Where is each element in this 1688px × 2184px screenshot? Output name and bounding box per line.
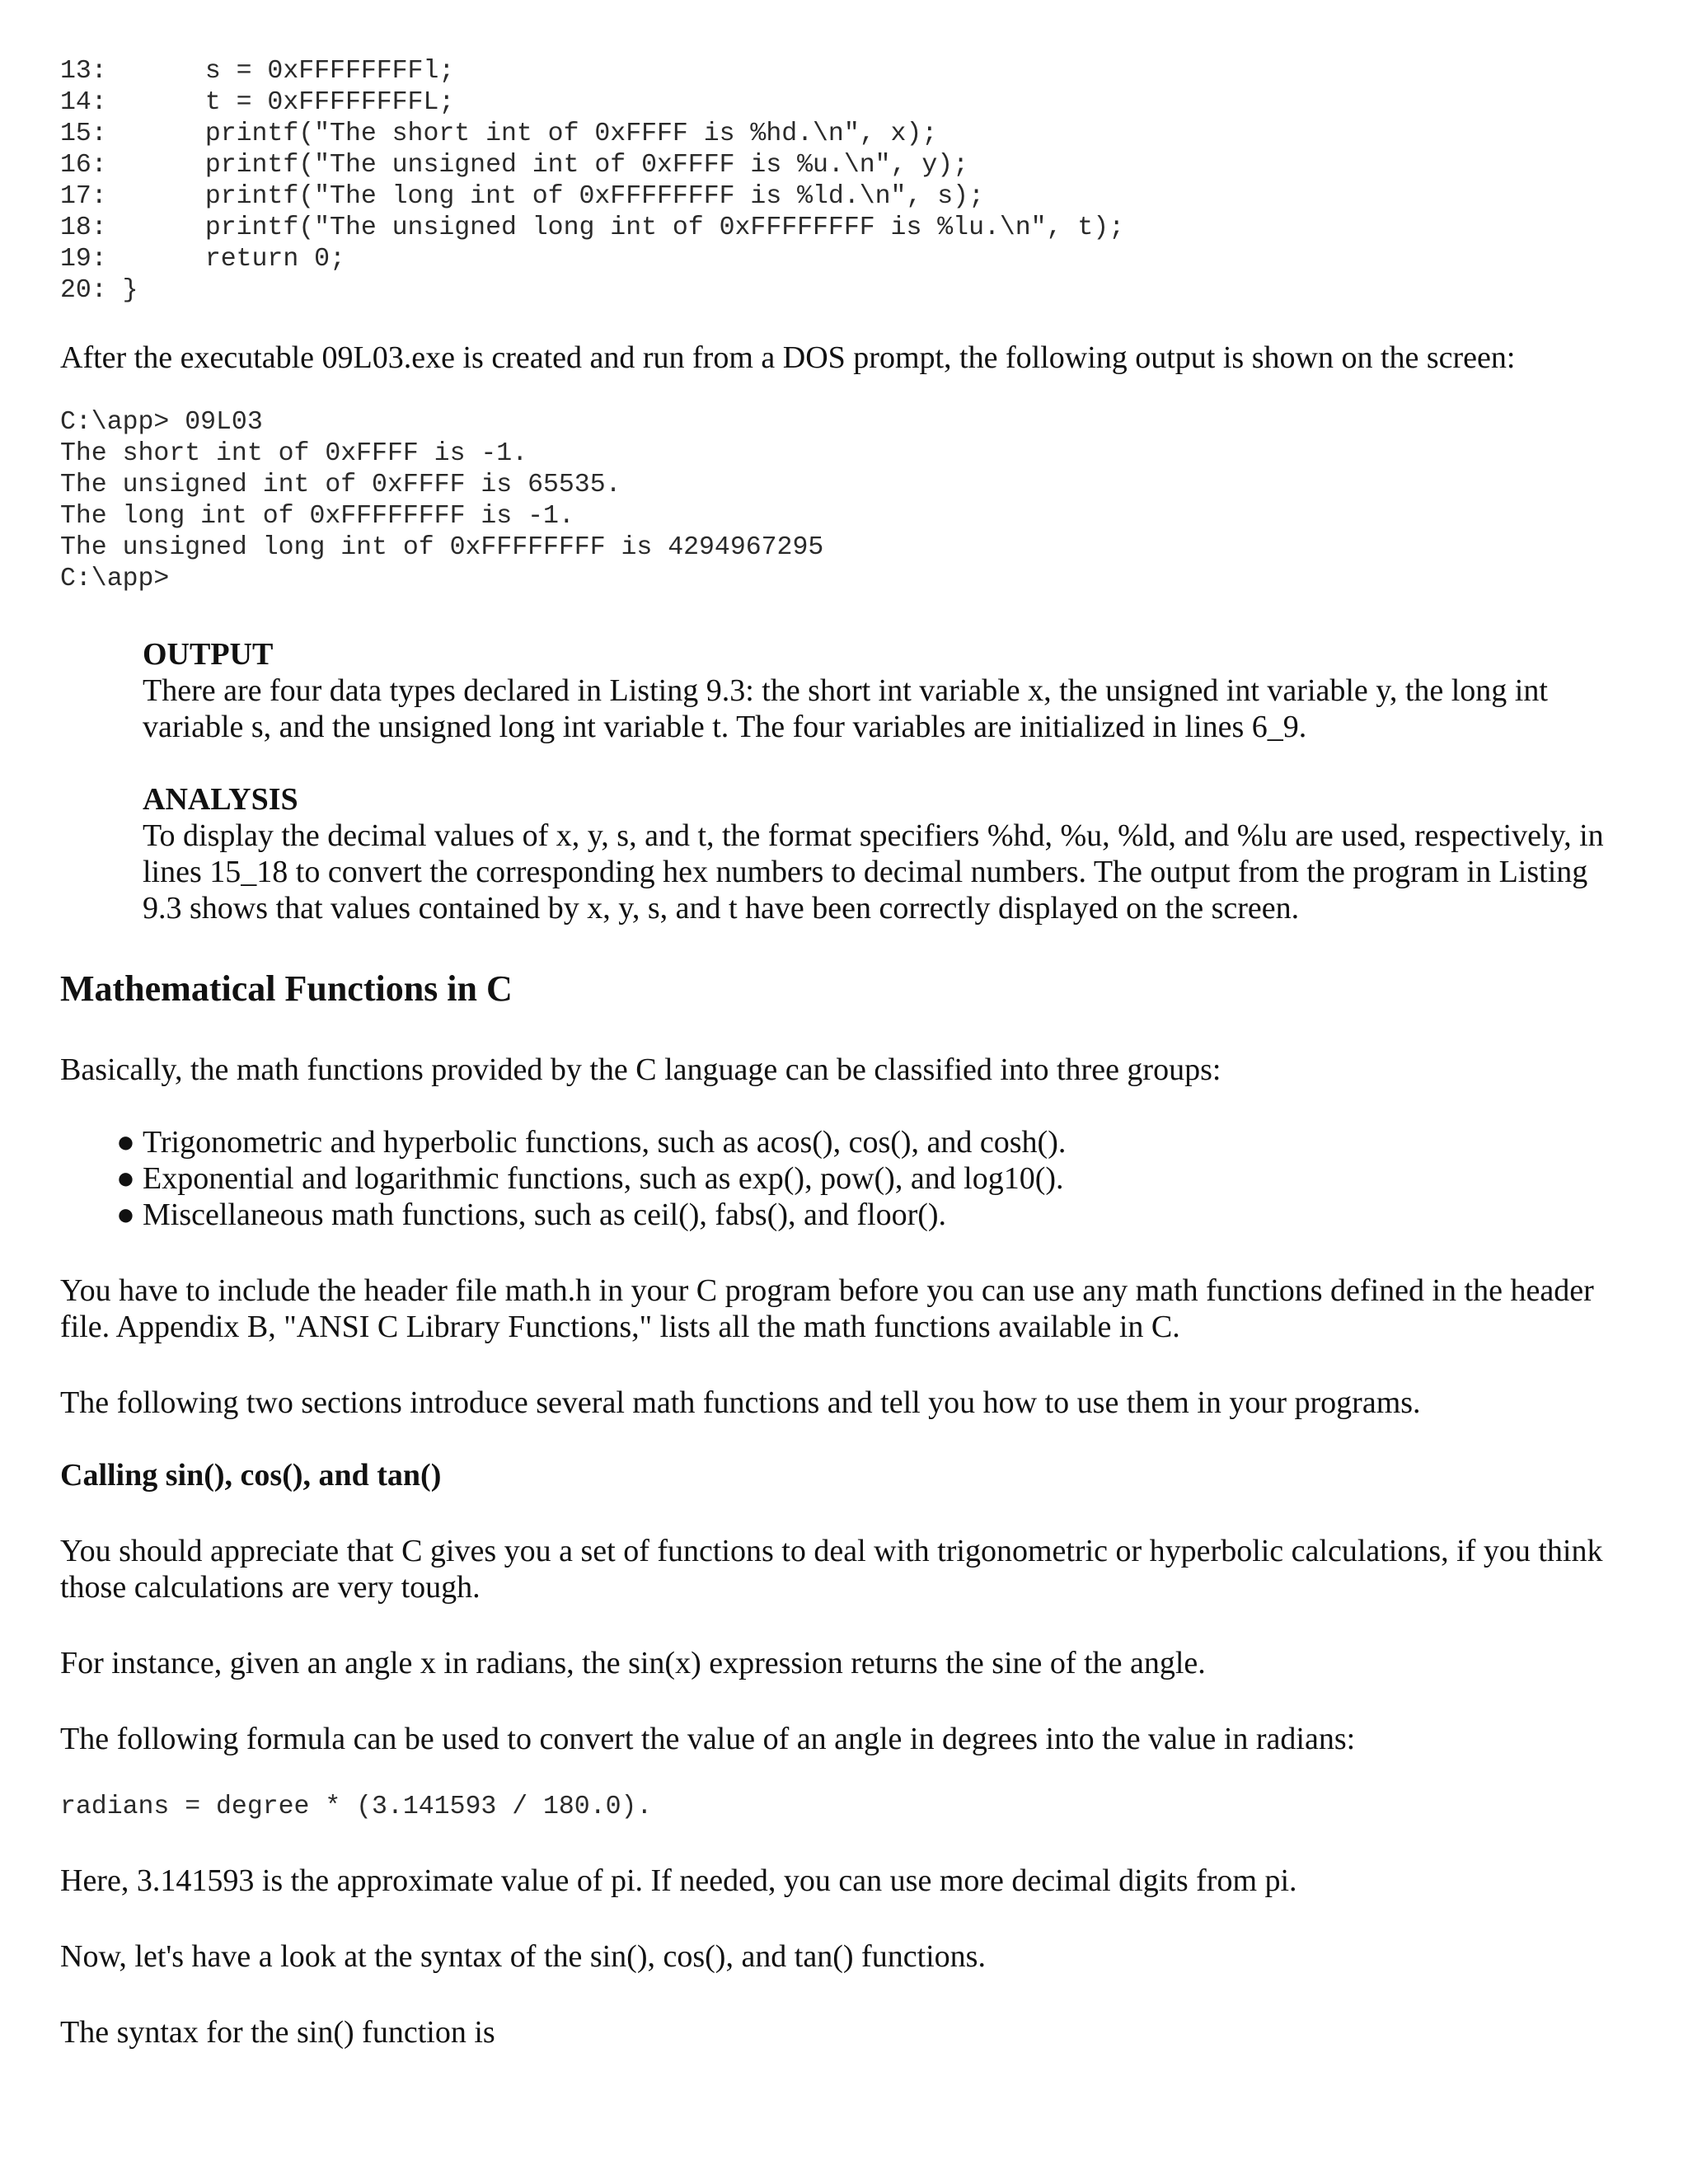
code-text: s = 0xFFFFFFFFl; [204, 57, 455, 86]
math-groups-list [60, 1124, 1643, 1233]
trig-paragraph: For instance, given an angle x in radians, the sin(x) expression returns the sine of the angle. [60, 1646, 1206, 1680]
console-line: The unsigned long int of 0xFFFFFFFF is 4294967295 [60, 533, 824, 562]
code-line [60, 244, 1643, 275]
trig-paragraph: You should appreciate that C gives you a set of functions to deal with trigonometric or hyperbolic calculations, if you think those calculations are very tough. [60, 1534, 1603, 1605]
list-item-text: Miscellaneous math functions, such as ceil(), fabs(), and floor(). [143, 1197, 947, 1232]
list-item-text: Trigonometric and hyperbolic functions, such as acos(), cos(), and cosh(). [143, 1125, 1067, 1160]
trig-heading: Calling sin(), cos(), and tan() [60, 1458, 442, 1493]
bullet-icon: ● [116, 1197, 135, 1232]
trig-paragraph: Here, 3.141593 is the approximate value of pi. If needed, you can use more decimal digits from pi. [60, 1863, 1297, 1898]
trig-paragraph: The syntax for the sin() function is [60, 2015, 495, 2050]
console-line: C:\app> 09L03 [60, 408, 263, 437]
code-listing [60, 56, 1643, 307]
line-number: 13: [60, 57, 107, 86]
list-item [116, 1197, 1643, 1233]
console-line: The unsigned int of 0xFFFF is 65535. [60, 471, 621, 499]
list-item [116, 1160, 1643, 1197]
code-text: printf("The short int of 0xFFFF is %hd.\n", x); [204, 120, 938, 148]
document-page [60, 56, 1643, 2050]
code-line [60, 213, 1643, 244]
output-label: OUTPUT [143, 637, 274, 672]
code-line [60, 119, 1643, 150]
code-text: printf("The unsigned long int of 0xFFFFFFFF is %lu.\n", t); [204, 213, 1125, 242]
console-line: The short int of 0xFFFF is -1. [60, 439, 528, 468]
analysis-label: ANALYSIS [143, 782, 298, 817]
trig-paragraph: Now, let's have a look at the syntax of the sin(), cos(), and tan() functions. [60, 1939, 986, 1974]
sections-note: The following two sections introduce several math functions and tell you how to use them in your programs. [60, 1385, 1421, 1420]
code-text: t = 0xFFFFFFFFL; [204, 88, 455, 117]
radians-formula: radians = degree * (3.141593 / 180.0). [60, 1793, 653, 1821]
math-intro: Basically, the math functions provided by the C language can be classified into three groups: [60, 1052, 1221, 1087]
line-number: 20: [60, 276, 107, 305]
line-number: 16: [60, 151, 107, 180]
console-line: C:\app> [60, 565, 170, 593]
code-line [60, 56, 1643, 87]
code-line [60, 87, 1643, 119]
bullet-icon: ● [116, 1125, 135, 1160]
analysis-section [143, 781, 1610, 926]
console-line: The long int of 0xFFFFFFFF is -1. [60, 502, 574, 531]
run-intro: After the executable 09L03.exe is created and run from a DOS prompt, the following output is shown on the screen: [60, 340, 1516, 375]
bullet-icon: ● [116, 1161, 135, 1196]
list-item-text: Exponential and logarithmic functions, such as exp(), pow(), and log10(). [143, 1161, 1064, 1196]
code-line [60, 150, 1643, 181]
code-line [60, 181, 1643, 213]
line-number: 18: [60, 213, 107, 242]
line-number: 15: [60, 120, 107, 148]
line-number: 17: [60, 182, 107, 211]
output-section [143, 636, 1610, 745]
list-item [116, 1124, 1643, 1160]
math-heading: Mathematical Functions in C [60, 968, 513, 1009]
code-text: return 0; [204, 245, 345, 274]
code-text: } [122, 276, 138, 305]
code-text: printf("The long int of 0xFFFFFFFF is %ld.\n", s); [204, 182, 984, 211]
line-number: 14: [60, 88, 107, 117]
trig-paragraph: The following formula can be used to convert the value of an angle in degrees into the value in radians: [60, 1722, 1356, 1756]
console-output [60, 407, 1643, 595]
line-number: 19: [60, 245, 107, 274]
code-line [60, 275, 1643, 307]
output-text: There are four data types declared in Listing 9.3: the short int variable x, the unsigned int variable y, the long int variable s, and the unsigned long int variable t. The four variables are initialized in lines 6_9. [143, 673, 1548, 744]
code-text: printf("The unsigned int of 0xFFFF is %u.\n", y); [204, 151, 969, 180]
analysis-text: To display the decimal values of x, y, s, and t, the format specifiers %hd, %u, %ld, and %lu are used, respectively, in lines 15_18 to convert the corresponding hex numbers to decimal numbers. The output from the program in Listing 9.3 shows that values contained by x, y, s, and t have been correctly displayed on the screen. [143, 818, 1604, 926]
header-note: You have to include the header file math.h in your C program before you can use any math functions defined in the header file. Appendix B, "ANSI C Library Functions," lists all the math functions available in C. [60, 1273, 1594, 1344]
